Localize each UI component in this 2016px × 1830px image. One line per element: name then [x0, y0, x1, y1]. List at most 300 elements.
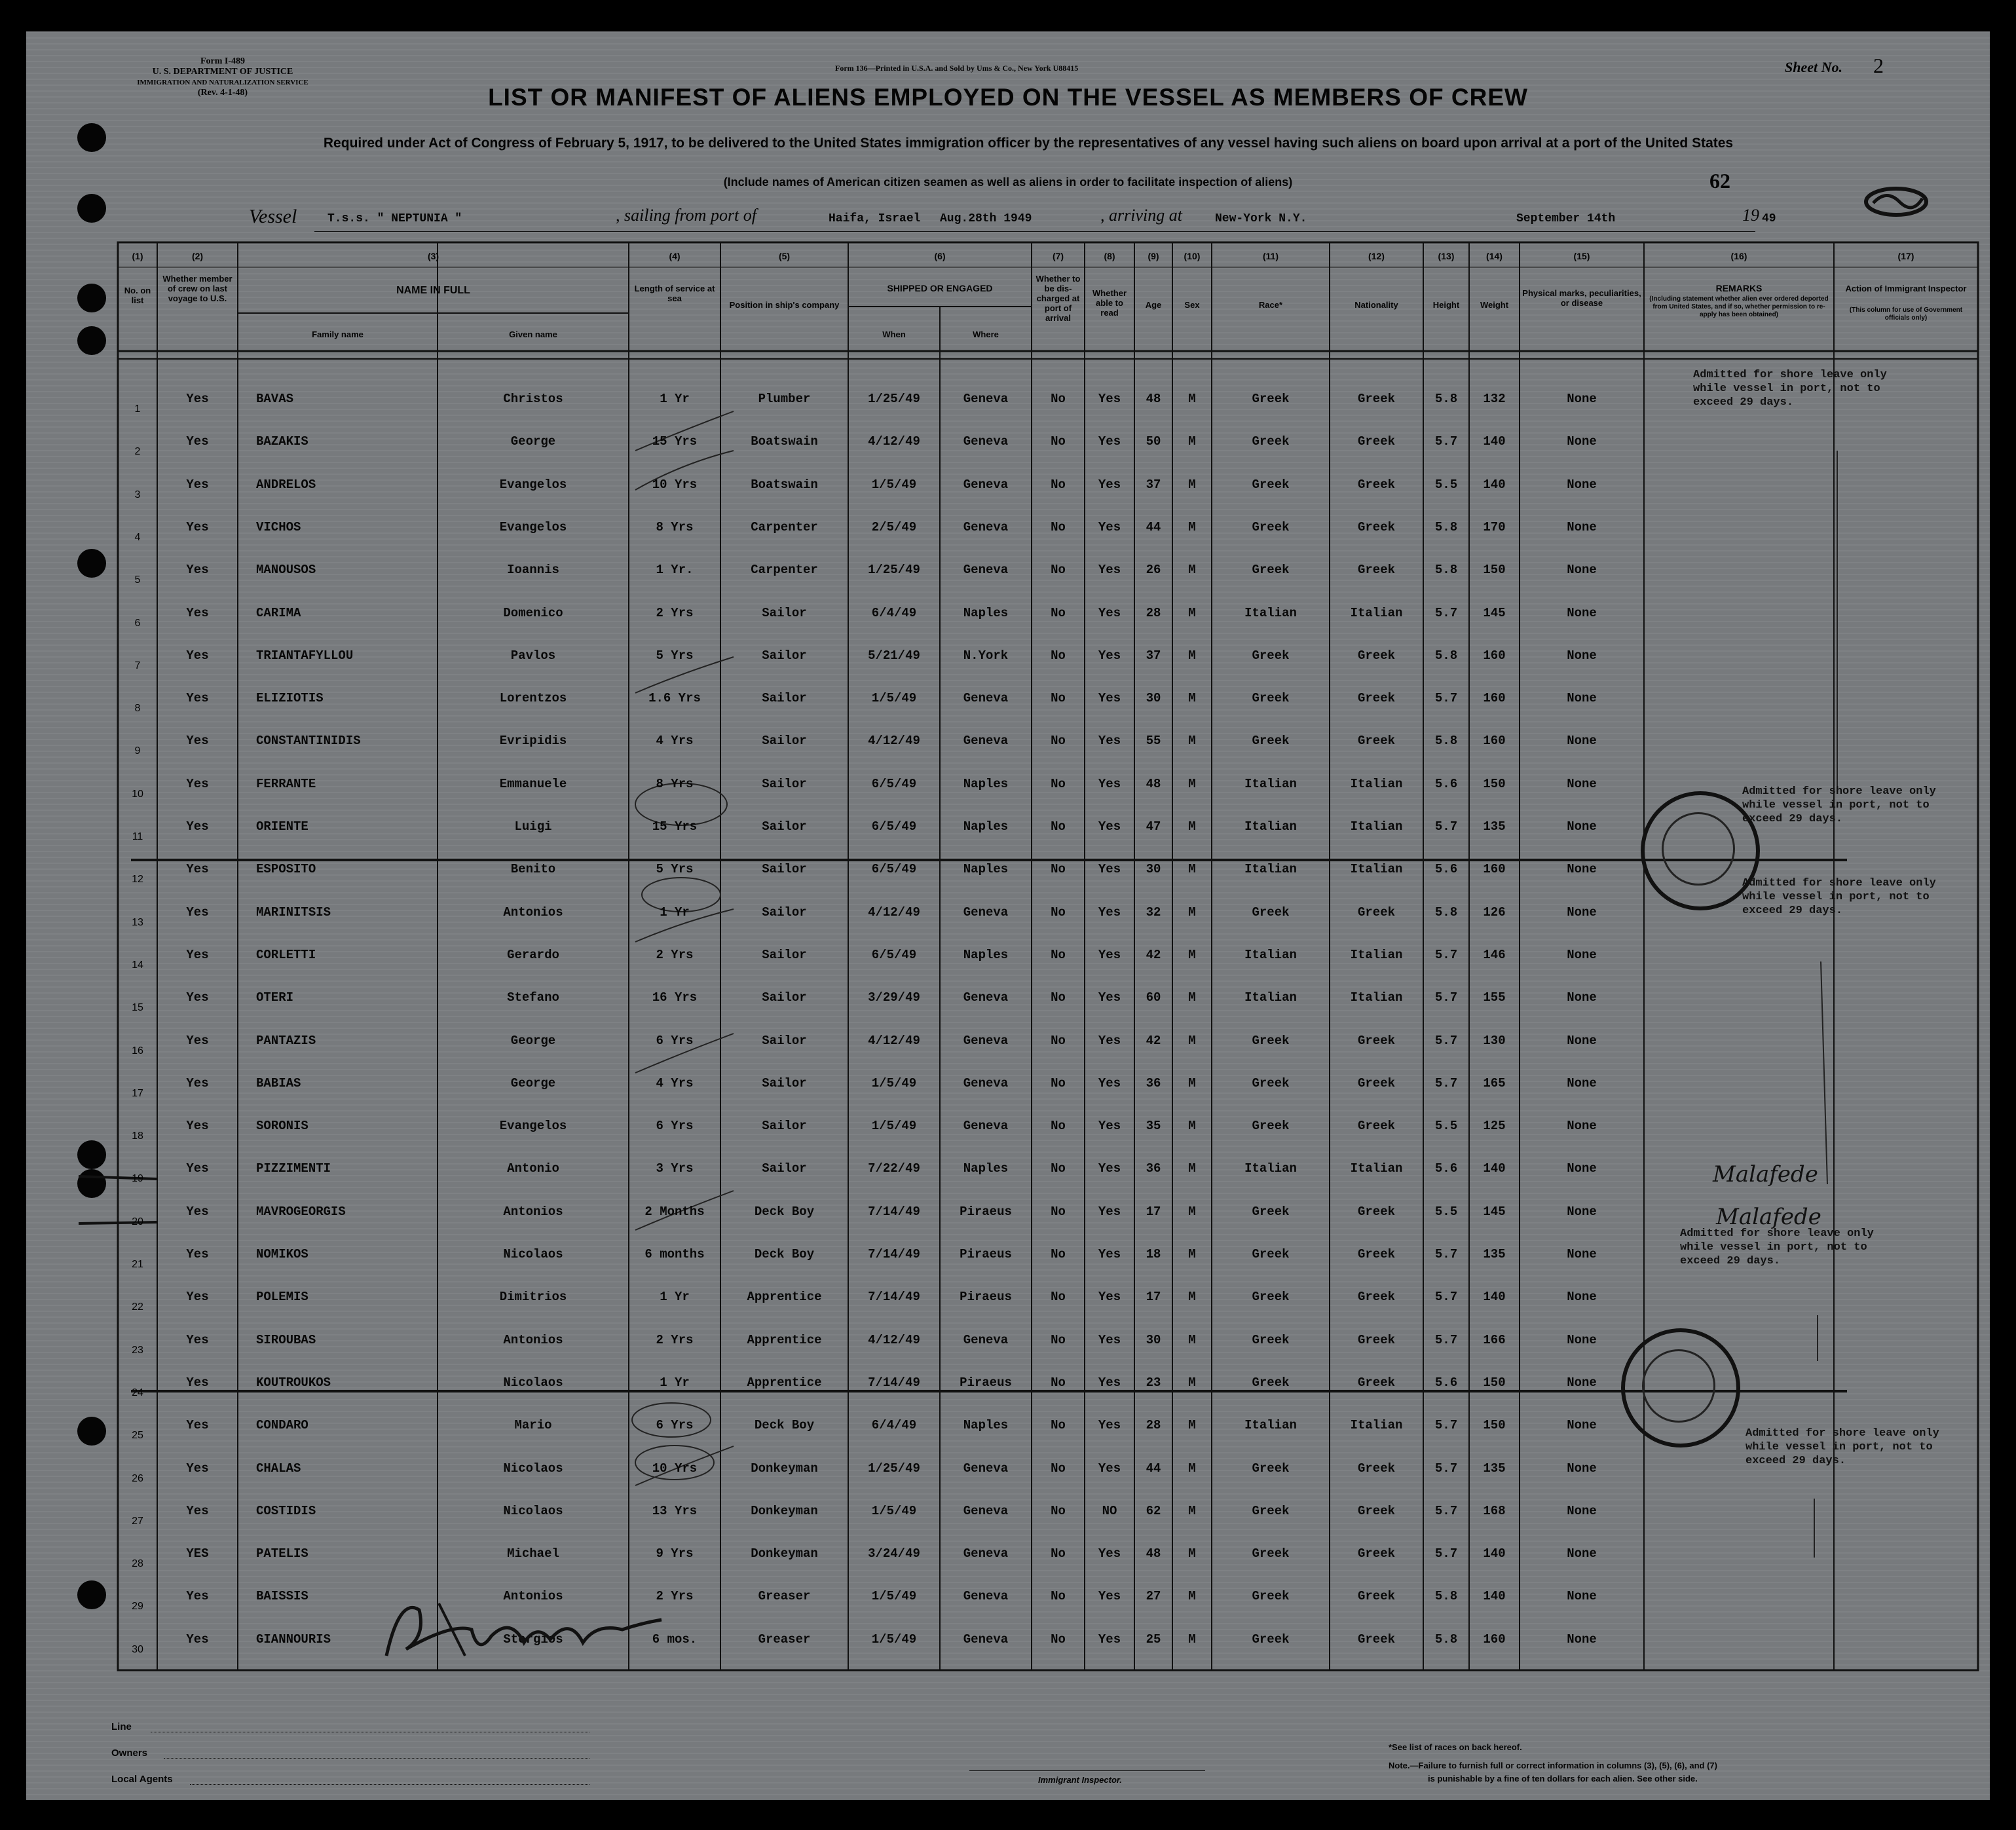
cell-given-name: Dimitrios	[499, 1290, 567, 1305]
cell-height: 5.7	[1434, 1247, 1458, 1261]
cell-when-engaged: 6/4/49	[871, 1418, 917, 1433]
cell-height: 5.8	[1434, 734, 1458, 749]
cell-when-engaged: 6/5/49	[871, 862, 917, 877]
cell-length-of-service: 1.6 Yrs	[648, 691, 701, 706]
col-number: (16)	[1730, 251, 1747, 261]
official-stamp	[1641, 791, 1760, 910]
cell-given-name: Stefano	[507, 990, 559, 1005]
row-number: 30	[132, 1643, 143, 1655]
col-number: (3)	[427, 251, 439, 261]
col-number: (1)	[132, 251, 143, 261]
cell-where-engaged: Naples	[963, 1418, 1009, 1433]
cell-nationality: Greek	[1357, 1204, 1395, 1219]
official-stamp	[1621, 1328, 1740, 1447]
cell-crew-last-voyage: Yes	[186, 819, 209, 834]
col-number: (5)	[778, 251, 791, 261]
row-number: 8	[134, 703, 141, 715]
cell-crew-last-voyage: Yes	[186, 563, 209, 578]
cell-when-engaged: 7/14/49	[868, 1204, 920, 1219]
cell-able-to-read: Yes	[1098, 1033, 1121, 1048]
cell-length-of-service: 6 Yrs	[656, 1119, 694, 1134]
cell-weight: 160	[1483, 691, 1506, 706]
cell-age: 60	[1146, 990, 1161, 1005]
cell-sex: M	[1188, 1632, 1196, 1647]
row-number: 4	[134, 531, 141, 543]
cell-where-engaged: Geneva	[963, 519, 1009, 534]
cell-given-name: Nicolaos	[503, 1461, 563, 1476]
cell-length-of-service: 15 Yrs	[652, 434, 698, 449]
race-note: *See list of races on back hereof.	[1389, 1742, 1522, 1752]
cell-position: Sailor	[762, 862, 807, 877]
row-number: 22	[132, 1301, 143, 1313]
cell-where-engaged: Naples	[963, 776, 1009, 791]
cell-physical-marks: None	[1567, 734, 1597, 749]
remark-line: Admitted for shore leave only	[1693, 369, 1887, 381]
cell-discharged: No	[1051, 1461, 1066, 1476]
cell-sex: M	[1188, 1075, 1196, 1091]
cell-crew-last-voyage: Yes	[186, 648, 209, 663]
cell-race: Greek	[1252, 905, 1290, 920]
cell-where-engaged: Geneva	[963, 392, 1009, 406]
cell-length-of-service: 13 Yrs	[652, 1503, 698, 1518]
col-number: (9)	[1148, 251, 1159, 261]
cell-length-of-service: 1 Yr	[660, 392, 690, 406]
cell-age: 25	[1146, 1632, 1161, 1647]
cell-when-engaged: 7/14/49	[868, 1290, 920, 1305]
arriving-value: New-York N.Y.	[1215, 212, 1307, 225]
cell-position: Greaser	[758, 1632, 811, 1647]
header-family-name: Family name	[312, 329, 364, 339]
cell-able-to-read: Yes	[1098, 563, 1121, 578]
cell-able-to-read: Yes	[1098, 905, 1121, 920]
cell-age: 37	[1146, 648, 1161, 663]
cell-height: 5.7	[1434, 1546, 1458, 1561]
cell-height: 5.7	[1434, 819, 1458, 834]
cell-height: 5.7	[1434, 1418, 1458, 1433]
cell-when-engaged: 1/5/49	[871, 1503, 917, 1518]
document-title: LIST OR MANIFEST OF ALIENS EMPLOYED ON THE VESSEL AS MEMBERS OF CREW	[488, 84, 1528, 111]
cell-able-to-read: Yes	[1098, 1375, 1121, 1390]
row-number: 11	[132, 831, 143, 842]
cell-family-name: OTERI	[256, 990, 294, 1005]
row-number: 29	[132, 1601, 143, 1613]
cell-when-engaged: 4/12/49	[868, 1033, 920, 1048]
cell-given-name: Emmanuele	[499, 776, 567, 791]
cell-age: 18	[1146, 1247, 1161, 1261]
cell-given-name: Antonios	[503, 905, 563, 920]
remark-line: exceed 29 days.	[1742, 905, 1843, 917]
cell-race: Greek	[1252, 519, 1290, 534]
cell-physical-marks: None	[1567, 1589, 1597, 1604]
cell-family-name: NOMIKOS	[256, 1247, 308, 1261]
cell-crew-last-voyage: Yes	[186, 1632, 209, 1647]
cell-height: 5.5	[1434, 1204, 1458, 1219]
cell-family-name: MARINITSIS	[256, 905, 331, 920]
cell-crew-last-voyage: Yes	[186, 1589, 209, 1604]
cell-race: Italian	[1244, 1418, 1297, 1433]
remark-line: Admitted for shore leave only	[1680, 1227, 1874, 1240]
cell-race: Greek	[1252, 563, 1290, 578]
cell-race: Italian	[1244, 862, 1297, 877]
cell-able-to-read: Yes	[1098, 691, 1121, 706]
remark-line: exceed 29 days.	[1745, 1455, 1846, 1467]
cell-weight: 140	[1483, 1290, 1506, 1305]
cell-weight: 140	[1483, 1161, 1506, 1176]
remark-line: while vessel in port, not to	[1742, 799, 1930, 812]
cell-physical-marks: None	[1567, 434, 1597, 449]
remark-line: while vessel in port, not to	[1742, 891, 1930, 903]
cell-able-to-read: Yes	[1098, 734, 1121, 749]
cell-where-engaged: Geneva	[963, 905, 1009, 920]
cell-position: Sailor	[762, 947, 807, 962]
header-position: Position in ship's company	[729, 300, 840, 310]
cell-nationality: Greek	[1357, 392, 1395, 406]
cell-able-to-read: Yes	[1098, 1546, 1121, 1561]
cell-physical-marks: None	[1567, 477, 1597, 492]
cell-nationality: Greek	[1357, 1503, 1395, 1518]
cell-race: Greek	[1252, 1375, 1290, 1390]
cell-where-engaged: Geneva	[963, 477, 1009, 492]
cell-physical-marks: None	[1567, 1119, 1597, 1134]
header-crew-last-voyage: Whether member of crew on last voyage to U.S.	[162, 274, 233, 303]
cell-when-engaged: 7/14/49	[868, 1247, 920, 1261]
cell-height: 5.7	[1434, 990, 1458, 1005]
cell-crew-last-voyage: Yes	[186, 605, 209, 620]
cell-length-of-service: 8 Yrs	[656, 776, 694, 791]
cell-nationality: Greek	[1357, 434, 1395, 449]
cell-nationality: Greek	[1357, 1375, 1395, 1390]
row-number: 5	[134, 574, 141, 586]
cell-length-of-service: 1 Yr	[660, 1290, 690, 1305]
cell-length-of-service: 6 mos.	[652, 1632, 698, 1647]
cell-sex: M	[1188, 434, 1196, 449]
cell-weight: 135	[1483, 1247, 1506, 1261]
cell-given-name: Stergios	[503, 1632, 563, 1647]
cell-height: 5.7	[1434, 947, 1458, 962]
cell-given-name: Antonios	[503, 1589, 563, 1604]
cell-age: 26	[1146, 563, 1161, 578]
penalty-note: Note.—Failure to furnish full or correct information in columns (3), (5), (6), and (7)	[1389, 1761, 1717, 1770]
remark-block	[1742, 876, 1936, 918]
cell-position: Apprentice	[747, 1332, 822, 1347]
cell-weight: 160	[1483, 734, 1506, 749]
cell-age: 48	[1146, 776, 1161, 791]
cell-when-engaged: 4/12/49	[868, 905, 920, 920]
cell-nationality: Greek	[1357, 905, 1395, 920]
cell-weight: 140	[1483, 1589, 1506, 1604]
cell-position: Sailor	[762, 1119, 807, 1134]
cell-weight: 166	[1483, 1332, 1506, 1347]
cell-physical-marks: None	[1567, 1461, 1597, 1476]
cell-position: Deck Boy	[754, 1247, 815, 1261]
cell-height: 5.7	[1434, 434, 1458, 449]
cell-when-engaged: 1/25/49	[868, 563, 920, 578]
cell-length-of-service: 4 Yrs	[656, 1075, 694, 1091]
cell-discharged: No	[1051, 734, 1066, 749]
cell-family-name: POLEMIS	[256, 1290, 308, 1305]
remark-line: exceed 29 days.	[1693, 396, 1794, 409]
cell-when-engaged: 7/22/49	[868, 1161, 920, 1176]
cell-discharged: No	[1051, 563, 1066, 578]
local-agents-label: Local Agents	[111, 1774, 173, 1785]
cell-height: 5.8	[1434, 519, 1458, 534]
cell-weight: 132	[1483, 392, 1506, 406]
cell-family-name: CARIMA	[256, 605, 301, 620]
owners-field	[164, 1758, 589, 1759]
cell-given-name: George	[510, 1033, 556, 1048]
requirement-text: Required under Act of Congress of February 5, 1917, to be delivered to the United States immigration officer by the representatives of any vessel having such aliens on board upon arrival at a port of the United States	[323, 136, 1734, 151]
cell-able-to-read: Yes	[1098, 862, 1121, 877]
cell-length-of-service: 9 Yrs	[656, 1546, 694, 1561]
page-number: 62	[1709, 169, 1730, 193]
cell-height: 5.6	[1434, 776, 1458, 791]
cell-position: Sailor	[762, 905, 807, 920]
cell-weight: 168	[1483, 1503, 1506, 1518]
cell-discharged: No	[1051, 990, 1066, 1005]
col-number: (13)	[1438, 251, 1455, 261]
row-number: 23	[132, 1344, 143, 1356]
cell-physical-marks: None	[1567, 862, 1597, 877]
cell-family-name: PIZZIMENTI	[256, 1161, 331, 1176]
cell-race: Greek	[1252, 1290, 1290, 1305]
header-when: When	[882, 329, 906, 339]
cell-weight: 150	[1483, 776, 1506, 791]
cell-discharged: No	[1051, 434, 1066, 449]
cell-given-name: Gerardo	[507, 947, 559, 962]
cell-race: Greek	[1252, 1632, 1290, 1647]
cell-able-to-read: Yes	[1098, 434, 1121, 449]
col-number: (11)	[1262, 251, 1279, 261]
cell-position: Donkeyman	[751, 1546, 818, 1561]
cell-position: Apprentice	[747, 1375, 822, 1390]
cell-length-of-service: 2 Months	[644, 1204, 705, 1219]
remark-block	[1745, 1427, 1939, 1468]
header-physical-marks: Physical marks, peculiarities, or disease	[1522, 288, 1641, 308]
cell-age: 48	[1146, 1546, 1161, 1561]
cell-age: 30	[1146, 862, 1161, 877]
cell-length-of-service: 2 Yrs	[656, 947, 694, 962]
row-number: 1	[134, 403, 141, 415]
cell-nationality: Greek	[1357, 1033, 1395, 1048]
row-number: 21	[132, 1259, 143, 1270]
cell-able-to-read: Yes	[1098, 1632, 1121, 1647]
cell-able-to-read: Yes	[1098, 990, 1121, 1005]
cell-when-engaged: 1/5/49	[871, 691, 917, 706]
cell-when-engaged: 1/5/49	[871, 1589, 917, 1604]
cell-age: 30	[1146, 1332, 1161, 1347]
cell-race: Greek	[1252, 1461, 1290, 1476]
cell-physical-marks: None	[1567, 1332, 1597, 1347]
cell-discharged: No	[1051, 1247, 1066, 1261]
cell-where-engaged: Piraeus	[960, 1290, 1012, 1305]
row-number: 7	[134, 660, 141, 671]
cell-given-name: Antonios	[503, 1204, 563, 1219]
cell-age: 44	[1146, 1461, 1161, 1476]
cell-family-name: KOUTROUKOS	[256, 1375, 331, 1390]
cell-position: Greaser	[758, 1589, 811, 1604]
cell-where-engaged: Piraeus	[960, 1375, 1012, 1390]
cell-length-of-service: 2 Yrs	[656, 605, 694, 620]
cell-nationality: Italian	[1350, 1418, 1403, 1433]
cell-height: 5.7	[1434, 1332, 1458, 1347]
cell-able-to-read: Yes	[1098, 1589, 1121, 1604]
cell-position: Donkeyman	[751, 1503, 818, 1518]
cell-sex: M	[1188, 1204, 1196, 1219]
cell-race: Italian	[1244, 1161, 1297, 1176]
cell-age: 32	[1146, 905, 1161, 920]
row-number: 6	[134, 617, 141, 629]
cell-when-engaged: 1/25/49	[868, 1461, 920, 1476]
cell-position: Carpenter	[751, 563, 818, 578]
header-shipped-engaged: SHIPPED OR ENGAGED	[887, 283, 993, 293]
cell-race: Greek	[1252, 734, 1290, 749]
header-length-of-service: Length of service at sea	[634, 284, 715, 303]
cell-where-engaged: Geneva	[963, 1075, 1009, 1091]
cell-age: 35	[1146, 1119, 1161, 1134]
penalty-note: is punishable by a fine of ten dollars for each alien. See other side.	[1428, 1774, 1698, 1783]
cell-position: Sailor	[762, 776, 807, 791]
cell-physical-marks: None	[1567, 1546, 1597, 1561]
line-label: Line	[111, 1721, 132, 1732]
cell-age: 42	[1146, 1033, 1161, 1048]
cell-sex: M	[1188, 1503, 1196, 1518]
cell-weight: 130	[1483, 1033, 1506, 1048]
cell-age: 50	[1146, 434, 1161, 449]
remark-line: exceed 29 days.	[1680, 1255, 1781, 1267]
cell-crew-last-voyage: Yes	[186, 1075, 209, 1091]
cell-when-engaged: 6/5/49	[871, 947, 917, 962]
row-number: 26	[132, 1472, 143, 1484]
cell-given-name: Antonio	[507, 1161, 559, 1176]
col-number: (15)	[1573, 251, 1590, 261]
cell-nationality: Greek	[1357, 519, 1395, 534]
remark-block	[1693, 368, 1887, 409]
cell-length-of-service: 15 Yrs	[652, 819, 698, 834]
row-number: 19	[132, 1173, 143, 1185]
cell-height: 5.7	[1434, 1461, 1458, 1476]
row-number: 14	[132, 959, 143, 971]
cell-length-of-service: 8 Yrs	[656, 519, 694, 534]
row-number: 27	[132, 1515, 143, 1527]
cell-given-name: Evripidis	[499, 734, 567, 749]
row-number: 18	[132, 1130, 143, 1142]
cell-sex: M	[1188, 905, 1196, 920]
sailing-label: , sailing from port of	[616, 206, 757, 225]
cell-nationality: Greek	[1357, 477, 1395, 492]
row-number: 25	[132, 1430, 143, 1442]
cell-discharged: No	[1051, 648, 1066, 663]
cell-able-to-read: Yes	[1098, 1290, 1121, 1305]
cell-crew-last-voyage: Yes	[186, 392, 209, 406]
cell-height: 5.6	[1434, 862, 1458, 877]
cell-sex: M	[1188, 734, 1196, 749]
cell-where-engaged: Naples	[963, 605, 1009, 620]
header-able-to-read: Whether able to read	[1092, 288, 1127, 318]
cell-discharged: No	[1051, 1546, 1066, 1561]
cell-nationality: Italian	[1350, 819, 1403, 834]
cell-family-name: BAISSIS	[256, 1589, 308, 1604]
cell-physical-marks: None	[1567, 819, 1597, 834]
cell-physical-marks: None	[1567, 1290, 1597, 1305]
cell-age: 44	[1146, 519, 1161, 534]
cell-discharged: No	[1051, 1632, 1066, 1647]
department-name: U. S. DEPARTMENT OF JUSTICE	[152, 67, 293, 77]
cell-where-engaged: Naples	[963, 947, 1009, 962]
cell-race: Italian	[1244, 776, 1297, 791]
cell-height: 5.7	[1434, 605, 1458, 620]
cell-nationality: Italian	[1350, 776, 1403, 791]
inspector-signature-line	[969, 1770, 1205, 1771]
header-no-on-list: No. on list	[124, 286, 151, 305]
row-number: 3	[134, 489, 141, 500]
cell-age: 17	[1146, 1204, 1161, 1219]
cell-family-name: BAZAKIS	[256, 434, 308, 449]
cell-position: Sailor	[762, 734, 807, 749]
cell-physical-marks: None	[1567, 1632, 1597, 1647]
cell-nationality: Greek	[1357, 1290, 1395, 1305]
sheet-label: Sheet No.	[1785, 59, 1842, 75]
cell-physical-marks: None	[1567, 1503, 1597, 1518]
cell-sex: M	[1188, 392, 1196, 406]
cell-family-name: MAVROGEORGIS	[256, 1204, 346, 1219]
cell-physical-marks: None	[1567, 1204, 1597, 1219]
cell-crew-last-voyage: Yes	[186, 477, 209, 492]
cell-weight: 140	[1483, 477, 1506, 492]
cell-nationality: Greek	[1357, 648, 1395, 663]
cell-given-name: Domenico	[503, 605, 563, 620]
cell-weight: 150	[1483, 1418, 1506, 1433]
cell-physical-marks: None	[1567, 1161, 1597, 1176]
cell-where-engaged: Geneva	[963, 1332, 1009, 1347]
cell-given-name: Christos	[503, 392, 563, 406]
cell-where-engaged: Geneva	[963, 434, 1009, 449]
cell-race: Greek	[1252, 1119, 1290, 1134]
cell-height: 5.8	[1434, 1589, 1458, 1604]
cell-able-to-read: Yes	[1098, 648, 1121, 663]
cell-family-name: PANTAZIS	[256, 1033, 316, 1048]
cell-race: Greek	[1252, 392, 1290, 406]
cell-height: 5.7	[1434, 1075, 1458, 1091]
cell-discharged: No	[1051, 1033, 1066, 1048]
cell-given-name: Luigi	[514, 819, 552, 834]
cell-physical-marks: None	[1567, 519, 1597, 534]
date-sailed: Aug.28th 1949	[940, 212, 1032, 225]
arrival-date: September 14th	[1516, 212, 1616, 225]
cell-discharged: No	[1051, 1075, 1066, 1091]
cell-family-name: MANOUSOS	[256, 563, 316, 578]
cell-nationality: Greek	[1357, 1546, 1395, 1561]
cell-physical-marks: None	[1567, 563, 1597, 578]
cell-when-engaged: 5/21/49	[868, 648, 920, 663]
col-number: (17)	[1897, 251, 1914, 261]
cell-given-name: Evangelos	[499, 519, 567, 534]
cell-when-engaged: 1/5/49	[871, 1075, 917, 1091]
cell-able-to-read: Yes	[1098, 1119, 1121, 1134]
cell-position: Sailor	[762, 605, 807, 620]
header-age: Age	[1145, 300, 1162, 310]
cell-nationality: Greek	[1357, 691, 1395, 706]
cell-physical-marks: None	[1567, 648, 1597, 663]
cell-crew-last-voyage: Yes	[186, 734, 209, 749]
cell-height: 5.8	[1434, 392, 1458, 406]
cell-nationality: Greek	[1357, 1119, 1395, 1134]
cell-family-name: ANDRELOS	[256, 477, 316, 492]
cell-discharged: No	[1051, 905, 1066, 920]
sheet-number: 2	[1873, 54, 1884, 77]
cell-position: Carpenter	[751, 519, 818, 534]
cell-discharged: No	[1051, 1161, 1066, 1176]
cell-age: 42	[1146, 947, 1161, 962]
